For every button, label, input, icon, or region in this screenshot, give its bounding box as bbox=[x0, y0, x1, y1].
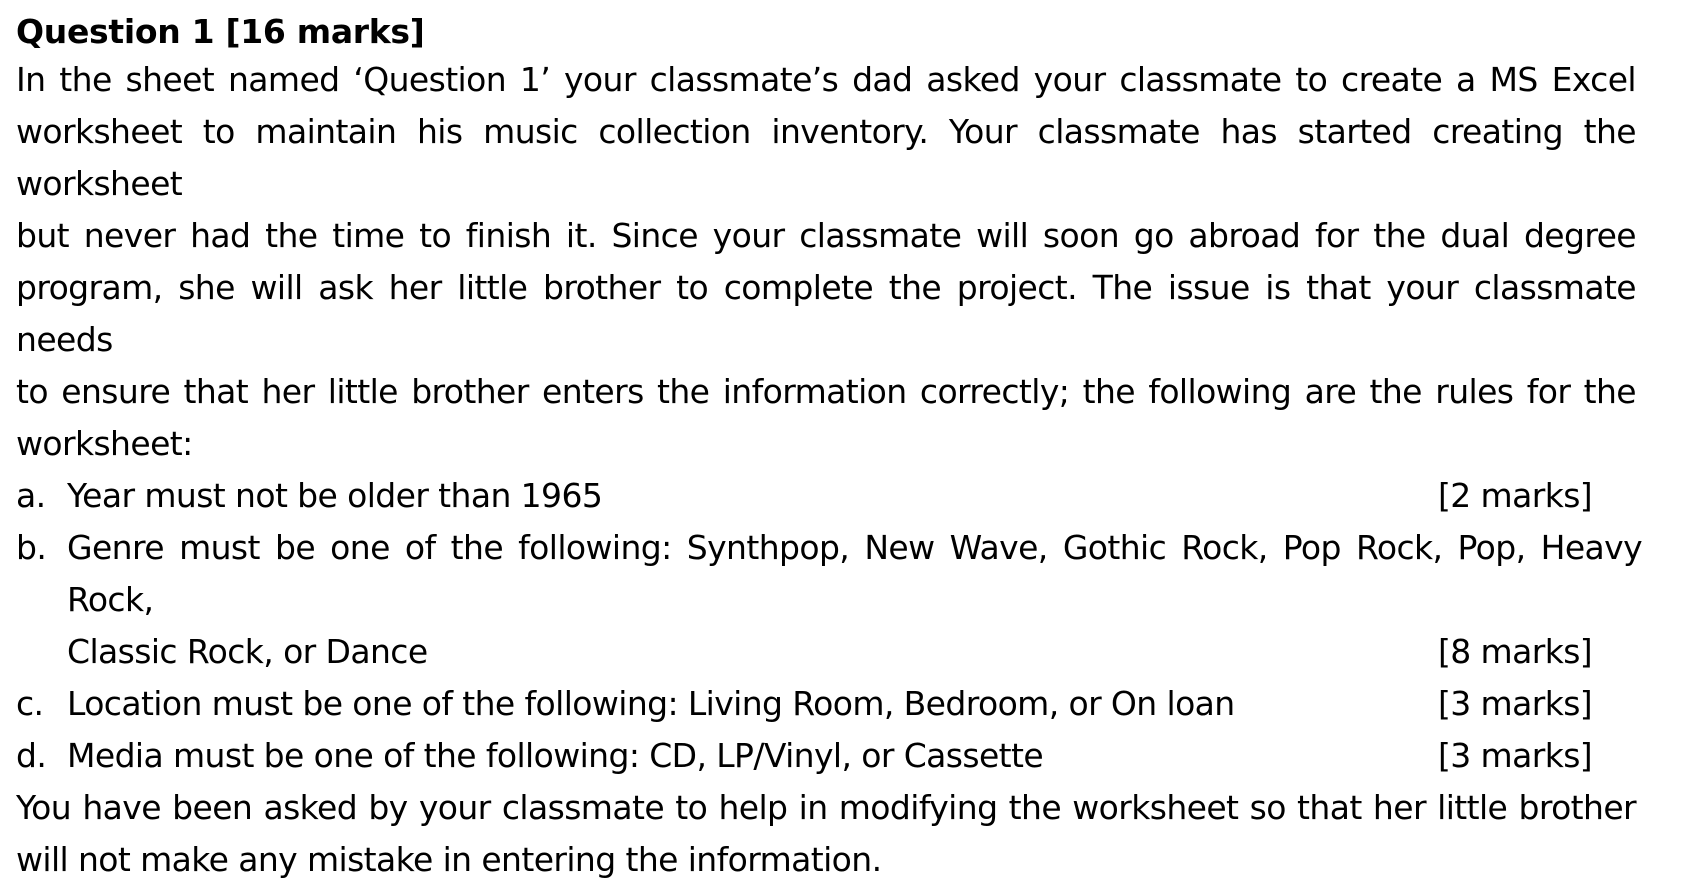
rule-text bbox=[67, 470, 1642, 522]
rule-line: Location must be one of the following: Living Room, Bedroom, or On loan bbox=[67, 684, 1235, 723]
rule-text bbox=[67, 522, 1642, 678]
rule-letter: c. bbox=[16, 684, 44, 723]
rule-letter: d. bbox=[16, 736, 47, 775]
rule-letter: b. bbox=[16, 528, 47, 567]
rule-marks: [3 marks] bbox=[1438, 736, 1593, 775]
rule-line: Media must be one of the following: CD, LP/Vinyl, or Cassette bbox=[67, 736, 1044, 775]
document-page bbox=[16, 10, 1642, 886]
intro-paragraph bbox=[16, 54, 1636, 470]
closing-line: You have been asked by your classmate to help in modifying the worksheet so that her little brother bbox=[16, 788, 1636, 827]
rule-item-a bbox=[16, 470, 1636, 522]
rule-item-d bbox=[16, 730, 1636, 782]
intro-line: program, she will ask her little brother to complete the project. The issue is that your classmate needs bbox=[16, 268, 1636, 359]
rule-text bbox=[67, 730, 1642, 782]
closing-paragraph bbox=[16, 782, 1636, 886]
rule-marks: [8 marks] bbox=[1438, 632, 1593, 671]
closing-line: will not make any mistake in entering the information. bbox=[16, 840, 882, 879]
rules-list bbox=[16, 470, 1642, 782]
rule-text bbox=[67, 678, 1642, 730]
rule-line: Genre must be one of the following: Synthpop, New Wave, Gothic Rock, Pop Rock, Pop, Heavy Rock, bbox=[67, 528, 1642, 619]
intro-line: worksheet to maintain his music collection inventory. Your classmate has started creating the worksheet bbox=[16, 112, 1636, 203]
intro-line: to ensure that her little brother enters the information correctly; the following are the rules for the bbox=[16, 372, 1636, 411]
intro-line: worksheet: bbox=[16, 424, 193, 463]
rule-letter: a. bbox=[16, 476, 46, 515]
rule-item-b bbox=[16, 522, 1642, 678]
intro-line: In the sheet named ‘Question 1’ your classmate’s dad asked your classmate to create a MS Excel bbox=[16, 60, 1636, 99]
rule-item-c bbox=[16, 678, 1636, 730]
rule-marks: [3 marks] bbox=[1438, 684, 1593, 723]
intro-line: but never had the time to finish it. Since your classmate will soon go abroad for the dual degree bbox=[16, 216, 1636, 255]
question-title: Question 1 [16 marks] bbox=[16, 12, 425, 51]
rule-line: Classic Rock, or Dance bbox=[67, 632, 428, 671]
rule-line: Year must not be older than 1965 bbox=[67, 476, 603, 515]
rule-marks: [2 marks] bbox=[1438, 476, 1593, 515]
